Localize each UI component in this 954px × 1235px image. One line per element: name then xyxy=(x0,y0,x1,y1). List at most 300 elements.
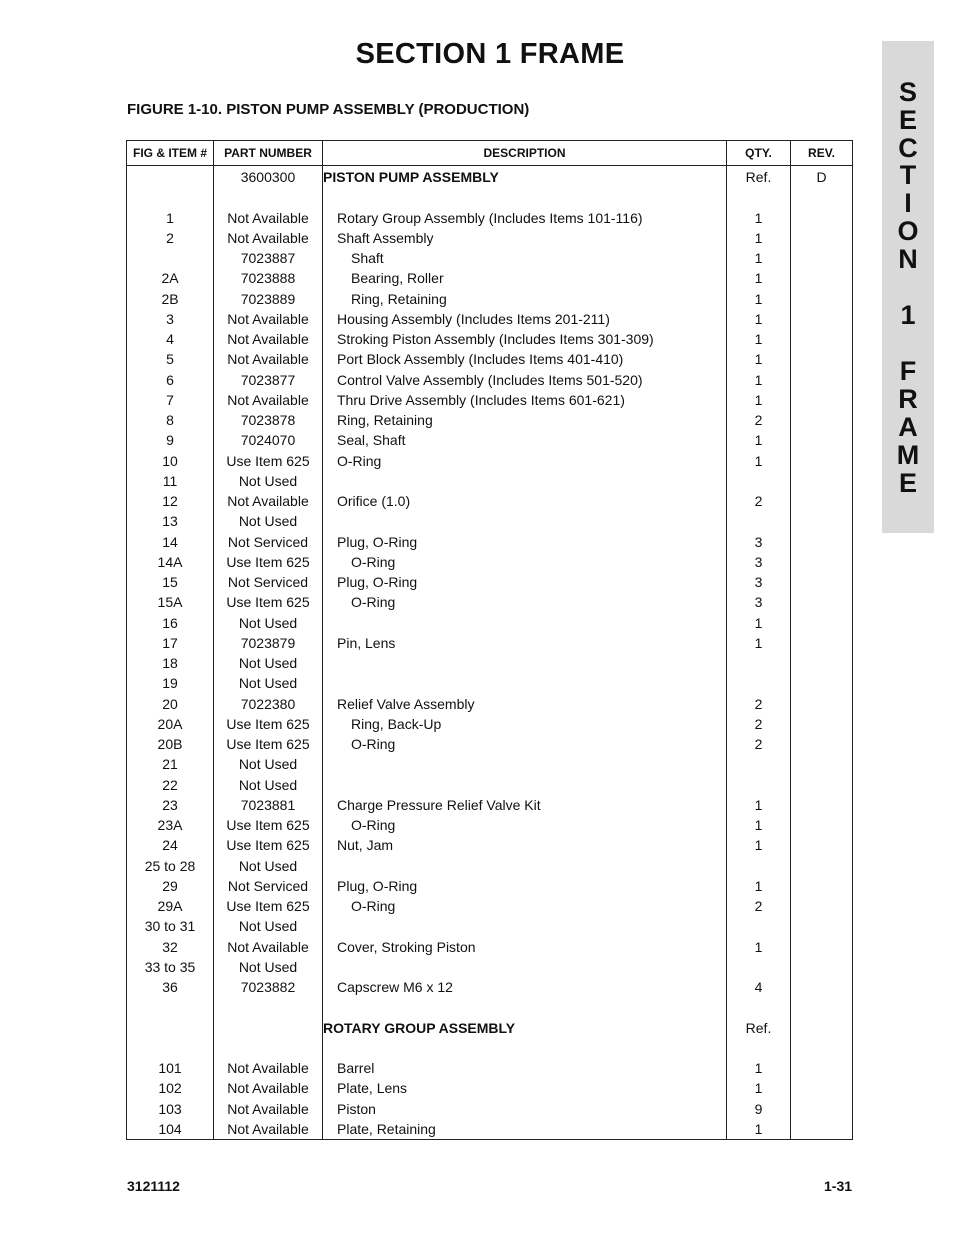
qty-cell: 1 xyxy=(727,349,791,369)
description-cell xyxy=(323,268,727,288)
part-number-cell: Not Used xyxy=(214,754,323,774)
rev-cell xyxy=(791,572,853,592)
table-header-row xyxy=(127,141,853,166)
description-cell xyxy=(323,532,727,552)
fig-item-cell: 20B xyxy=(127,734,214,754)
fig-item-cell: 11 xyxy=(127,471,214,491)
qty-cell: 1 xyxy=(727,268,791,288)
description-cell xyxy=(323,430,727,450)
description-text: Stroking Piston Assembly (Includes Items 301-309) xyxy=(337,331,654,348)
section-title: SECTION 1 FRAME xyxy=(355,38,625,70)
part-number-cell: 7023881 xyxy=(214,795,323,815)
fig-item-cell: 14A xyxy=(127,552,214,572)
table-row xyxy=(127,1018,853,1038)
fig-item-cell: 24 xyxy=(127,835,214,855)
part-number-cell: Not Available xyxy=(214,228,323,248)
table-row xyxy=(127,532,853,552)
fig-item-cell xyxy=(127,997,214,1017)
column-header-qty: QTY. xyxy=(727,141,791,166)
description-text: O-Ring xyxy=(337,452,382,469)
fig-item-cell xyxy=(127,166,214,188)
description-cell xyxy=(323,208,727,228)
description-text: Orifice (1.0) xyxy=(337,493,411,510)
qty-cell: 2 xyxy=(727,896,791,916)
fig-item-cell: 16 xyxy=(127,613,214,633)
table-row xyxy=(127,349,853,369)
fig-item-cell: 4 xyxy=(127,329,214,349)
rev-cell xyxy=(791,451,853,471)
qty-cell xyxy=(727,673,791,693)
rev-cell xyxy=(791,957,853,977)
fig-item-cell: 104 xyxy=(127,1119,214,1140)
qty-cell xyxy=(727,916,791,936)
rev-cell xyxy=(791,835,853,855)
table-row xyxy=(127,997,853,1017)
description-text: Pin, Lens xyxy=(337,634,396,651)
table-row xyxy=(127,228,853,248)
part-number-cell: Not Available xyxy=(214,208,323,228)
part-number-cell: Not Used xyxy=(214,471,323,491)
fig-item-cell: 6 xyxy=(127,370,214,390)
description-cell xyxy=(323,1038,727,1058)
description-cell xyxy=(323,977,727,997)
rev-cell xyxy=(791,592,853,612)
description-cell xyxy=(323,613,727,633)
description-cell xyxy=(323,633,727,653)
part-number-cell: 7023888 xyxy=(214,268,323,288)
part-number-cell: 3600300 xyxy=(214,166,323,188)
rev-cell xyxy=(791,187,853,207)
description-cell xyxy=(323,653,727,673)
description-cell xyxy=(323,1018,727,1038)
table-row xyxy=(127,329,853,349)
qty-cell: 1 xyxy=(727,390,791,410)
description-cell xyxy=(323,410,727,430)
rev-cell xyxy=(791,1018,853,1038)
column-header-description: DESCRIPTION xyxy=(323,141,727,166)
part-number-cell: Not Available xyxy=(214,1099,323,1119)
rev-cell xyxy=(791,896,853,916)
description-cell xyxy=(323,734,727,754)
qty-cell: 1 xyxy=(727,208,791,228)
qty-cell: 1 xyxy=(727,370,791,390)
column-header-fig: FIG & ITEM # xyxy=(127,141,214,166)
table-row xyxy=(127,166,853,188)
description-cell xyxy=(323,552,727,572)
qty-cell xyxy=(727,653,791,673)
description-text: Relief Valve Assembly xyxy=(337,695,475,712)
section-tab-letter: N xyxy=(898,244,918,274)
description-cell xyxy=(323,957,727,977)
table-row xyxy=(127,410,853,430)
table-row xyxy=(127,734,853,754)
rev-cell xyxy=(791,532,853,552)
part-number-cell: 7023889 xyxy=(214,289,323,309)
table-row xyxy=(127,511,853,531)
description-text: PISTON PUMP ASSEMBLY xyxy=(323,169,499,186)
part-number-cell xyxy=(214,187,323,207)
fig-item-cell xyxy=(127,187,214,207)
part-number-cell: Not Used xyxy=(214,613,323,633)
section-tab-letter: R xyxy=(898,384,918,414)
rev-cell xyxy=(791,795,853,815)
rev-cell xyxy=(791,349,853,369)
qty-cell: 1 xyxy=(727,228,791,248)
rev-cell xyxy=(791,1078,853,1098)
table-row xyxy=(127,694,853,714)
description-text: Rotary Group Assembly (Includes Items 101-116) xyxy=(337,209,643,226)
table-row xyxy=(127,1119,853,1140)
table-row xyxy=(127,1058,853,1078)
fig-item-cell: 23A xyxy=(127,815,214,835)
fig-item-cell: 17 xyxy=(127,633,214,653)
table-row xyxy=(127,633,853,653)
qty-cell: 9 xyxy=(727,1099,791,1119)
section-tab-letter: O xyxy=(897,216,919,246)
description-cell xyxy=(323,694,727,714)
qty-cell: 3 xyxy=(727,532,791,552)
part-number-cell: Use Item 625 xyxy=(214,734,323,754)
description-cell xyxy=(323,187,727,207)
rev-cell xyxy=(791,977,853,997)
description-cell xyxy=(323,997,727,1017)
table-row xyxy=(127,370,853,390)
table-row xyxy=(127,471,853,491)
table-row xyxy=(127,714,853,734)
table-row xyxy=(127,916,853,936)
fig-item-cell: 7 xyxy=(127,390,214,410)
fig-item-cell: 5 xyxy=(127,349,214,369)
description-cell xyxy=(323,248,727,268)
fig-item-cell xyxy=(127,1018,214,1038)
description-text: Thru Drive Assembly (Includes Items 601-621) xyxy=(337,391,625,408)
part-number-cell: Not Used xyxy=(214,916,323,936)
fig-item-cell: 3 xyxy=(127,309,214,329)
description-cell xyxy=(323,1119,727,1140)
rev-cell xyxy=(791,208,853,228)
part-number-cell: Not Used xyxy=(214,673,323,693)
description-text: ROTARY GROUP ASSEMBLY xyxy=(323,1019,516,1036)
description-text: Plate, Lens xyxy=(337,1080,408,1097)
rev-cell xyxy=(791,633,853,653)
qty-cell: 1 xyxy=(727,289,791,309)
description-cell xyxy=(323,856,727,876)
section-tab xyxy=(882,41,934,533)
part-number-cell: Not Available xyxy=(214,1058,323,1078)
parts-table xyxy=(126,140,853,1140)
part-number-cell: 7024070 xyxy=(214,430,323,450)
description-cell xyxy=(323,815,727,835)
fig-item-cell: 103 xyxy=(127,1099,214,1119)
qty-cell: 2 xyxy=(727,491,791,511)
fig-item-cell: 101 xyxy=(127,1058,214,1078)
part-number-cell: Not Available xyxy=(214,1078,323,1098)
table-row xyxy=(127,957,853,977)
fig-item-cell: 2B xyxy=(127,289,214,309)
rev-cell xyxy=(791,430,853,450)
rev-cell xyxy=(791,613,853,633)
description-text: Control Valve Assembly (Includes Items 501-520) xyxy=(337,371,643,388)
section-tab-letter: A xyxy=(898,412,918,442)
fig-item-cell: 9 xyxy=(127,430,214,450)
part-number-cell: Not Used xyxy=(214,856,323,876)
description-text: Shaft xyxy=(351,250,384,267)
rev-cell xyxy=(791,1038,853,1058)
qty-cell: 1 xyxy=(727,613,791,633)
qty-cell: 1 xyxy=(727,309,791,329)
qty-cell: 1 xyxy=(727,1119,791,1140)
rev-cell xyxy=(791,410,853,430)
rev-cell xyxy=(791,491,853,511)
rev-cell xyxy=(791,653,853,673)
table-row xyxy=(127,653,853,673)
description-cell xyxy=(323,754,727,774)
description-text: Bearing, Roller xyxy=(351,270,444,287)
part-number-cell: Use Item 625 xyxy=(214,592,323,612)
rev-cell xyxy=(791,734,853,754)
table-row xyxy=(127,289,853,309)
fig-item-cell: 21 xyxy=(127,754,214,774)
rev-cell xyxy=(791,390,853,410)
rev-cell xyxy=(791,815,853,835)
rev-cell xyxy=(791,997,853,1017)
qty-cell xyxy=(727,957,791,977)
table-row xyxy=(127,754,853,774)
description-text: Piston xyxy=(337,1100,376,1117)
rev-cell xyxy=(791,937,853,957)
section-tab-letter: F xyxy=(899,356,917,386)
qty-cell xyxy=(727,997,791,1017)
fig-item-cell: 10 xyxy=(127,451,214,471)
fig-item-cell: 1 xyxy=(127,208,214,228)
description-text: Plate, Retaining xyxy=(337,1120,436,1137)
description-cell xyxy=(323,349,727,369)
table-row xyxy=(127,309,853,329)
rev-cell xyxy=(791,775,853,795)
qty-cell xyxy=(727,754,791,774)
qty-cell xyxy=(727,471,791,491)
qty-cell: Ref. xyxy=(727,1018,791,1038)
rev-cell xyxy=(791,370,853,390)
table-row xyxy=(127,896,853,916)
section-tab-letter: C xyxy=(898,133,918,163)
qty-cell xyxy=(727,856,791,876)
description-cell xyxy=(323,714,727,734)
table-row xyxy=(127,248,853,268)
table-row xyxy=(127,977,853,997)
fig-item-cell xyxy=(127,1038,214,1058)
qty-cell: 1 xyxy=(727,451,791,471)
section-tab-letter: T xyxy=(899,160,917,190)
part-number-cell: Not Available xyxy=(214,329,323,349)
description-cell xyxy=(323,1099,727,1119)
rev-cell xyxy=(791,552,853,572)
part-number-cell: 7022380 xyxy=(214,694,323,714)
part-number-cell: Use Item 625 xyxy=(214,815,323,835)
fig-item-cell: 33 to 35 xyxy=(127,957,214,977)
qty-cell: 3 xyxy=(727,552,791,572)
description-text: Cover, Stroking Piston xyxy=(337,938,476,955)
qty-cell: Ref. xyxy=(727,166,791,188)
fig-item-cell: 20A xyxy=(127,714,214,734)
table-row xyxy=(127,187,853,207)
qty-cell xyxy=(727,1038,791,1058)
description-text: Plug, O-Ring xyxy=(337,574,418,591)
page-number: 1-31 xyxy=(824,1178,853,1194)
description-text: O-Ring xyxy=(351,594,396,611)
fig-item-cell: 13 xyxy=(127,511,214,531)
column-header-rev: REV. xyxy=(791,141,853,166)
qty-cell: 2 xyxy=(727,714,791,734)
description-text: Ring, Retaining xyxy=(351,290,447,307)
description-text: Shaft Assembly xyxy=(337,229,434,246)
table-row xyxy=(127,572,853,592)
table-row xyxy=(127,673,853,693)
table-row xyxy=(127,815,853,835)
qty-cell: 2 xyxy=(727,410,791,430)
rev-cell xyxy=(791,329,853,349)
rev-cell: D xyxy=(791,166,853,188)
description-cell xyxy=(323,390,727,410)
rev-cell xyxy=(791,1099,853,1119)
description-cell xyxy=(323,795,727,815)
part-number-cell: Not Used xyxy=(214,957,323,977)
description-cell xyxy=(323,673,727,693)
rev-cell xyxy=(791,228,853,248)
fig-item-cell: 14 xyxy=(127,532,214,552)
section-tab-letter: E xyxy=(898,105,917,135)
description-cell xyxy=(323,916,727,936)
qty-cell: 1 xyxy=(727,1058,791,1078)
description-cell xyxy=(323,471,727,491)
qty-cell xyxy=(727,511,791,531)
description-cell xyxy=(323,1078,727,1098)
part-number-cell: Use Item 625 xyxy=(214,896,323,916)
column-header-part-number: PART NUMBER xyxy=(214,141,323,166)
part-number-cell: Not Used xyxy=(214,511,323,531)
qty-cell: 4 xyxy=(727,977,791,997)
part-number-cell: Use Item 625 xyxy=(214,451,323,471)
description-text: Charge Pressure Relief Valve Kit xyxy=(337,796,541,813)
description-cell xyxy=(323,511,727,531)
fig-item-cell: 102 xyxy=(127,1078,214,1098)
table-row xyxy=(127,430,853,450)
table-row xyxy=(127,592,853,612)
description-text: Barrel xyxy=(337,1060,375,1077)
qty-cell xyxy=(727,187,791,207)
section-tab-letter: E xyxy=(898,468,917,498)
qty-cell: 1 xyxy=(727,329,791,349)
table-row xyxy=(127,451,853,471)
fig-item-cell: 29 xyxy=(127,876,214,896)
description-text: O-Ring xyxy=(351,898,396,915)
description-text: Seal, Shaft xyxy=(337,432,406,449)
fig-item-cell xyxy=(127,248,214,268)
table-row xyxy=(127,876,853,896)
qty-cell: 1 xyxy=(727,937,791,957)
part-number-cell: Not Available xyxy=(214,309,323,329)
table-row xyxy=(127,552,853,572)
description-cell xyxy=(323,937,727,957)
part-number-cell: Not Serviced xyxy=(214,876,323,896)
description-text: Ring, Retaining xyxy=(337,412,433,429)
fig-item-cell: 15 xyxy=(127,572,214,592)
figure-title: FIGURE 1-10. PISTON PUMP ASSEMBLY (PRODUCTION) xyxy=(127,101,530,118)
part-number-cell xyxy=(214,1038,323,1058)
fig-item-cell: 23 xyxy=(127,795,214,815)
part-number-cell: Use Item 625 xyxy=(214,552,323,572)
fig-item-cell: 20 xyxy=(127,694,214,714)
rev-cell xyxy=(791,511,853,531)
part-number-cell: 7023879 xyxy=(214,633,323,653)
section-tab-letter: I xyxy=(904,188,912,218)
part-number-cell: 7023878 xyxy=(214,410,323,430)
description-cell xyxy=(323,592,727,612)
description-text: Plug, O-Ring xyxy=(337,533,418,550)
part-number-cell: Not Available xyxy=(214,390,323,410)
qty-cell: 1 xyxy=(727,633,791,653)
part-number-cell xyxy=(214,1018,323,1038)
fig-item-cell: 2A xyxy=(127,268,214,288)
table-row xyxy=(127,1078,853,1098)
description-cell xyxy=(323,876,727,896)
qty-cell: 1 xyxy=(727,876,791,896)
description-text: Ring, Back-Up xyxy=(351,715,442,732)
rev-cell xyxy=(791,268,853,288)
fig-item-cell: 12 xyxy=(127,491,214,511)
description-cell xyxy=(323,289,727,309)
qty-cell: 1 xyxy=(727,795,791,815)
rev-cell xyxy=(791,694,853,714)
rev-cell xyxy=(791,856,853,876)
description-cell xyxy=(323,329,727,349)
description-cell xyxy=(323,228,727,248)
rev-cell xyxy=(791,673,853,693)
fig-item-cell: 29A xyxy=(127,896,214,916)
qty-cell xyxy=(727,775,791,795)
rev-cell xyxy=(791,309,853,329)
part-number-cell: Not Used xyxy=(214,653,323,673)
part-number-cell: Not Available xyxy=(214,491,323,511)
fig-item-cell: 18 xyxy=(127,653,214,673)
part-number-cell: Not Available xyxy=(214,937,323,957)
table-row xyxy=(127,208,853,228)
fig-item-cell: 2 xyxy=(127,228,214,248)
description-cell xyxy=(323,309,727,329)
fig-item-cell: 15A xyxy=(127,592,214,612)
table-row xyxy=(127,1099,853,1119)
description-cell xyxy=(323,370,727,390)
description-cell xyxy=(323,775,727,795)
rev-cell xyxy=(791,1119,853,1140)
table-row xyxy=(127,835,853,855)
qty-cell: 3 xyxy=(727,572,791,592)
table-row xyxy=(127,390,853,410)
table-row xyxy=(127,1038,853,1058)
rev-cell xyxy=(791,876,853,896)
table-row xyxy=(127,268,853,288)
table-row xyxy=(127,795,853,815)
part-number-cell: 7023882 xyxy=(214,977,323,997)
table-row xyxy=(127,613,853,633)
rev-cell xyxy=(791,916,853,936)
section-tab-letter: 1 xyxy=(900,300,916,330)
qty-cell: 3 xyxy=(727,592,791,612)
rev-cell xyxy=(791,248,853,268)
rev-cell xyxy=(791,471,853,491)
description-text: Plug, O-Ring xyxy=(337,877,418,894)
qty-cell: 1 xyxy=(727,835,791,855)
